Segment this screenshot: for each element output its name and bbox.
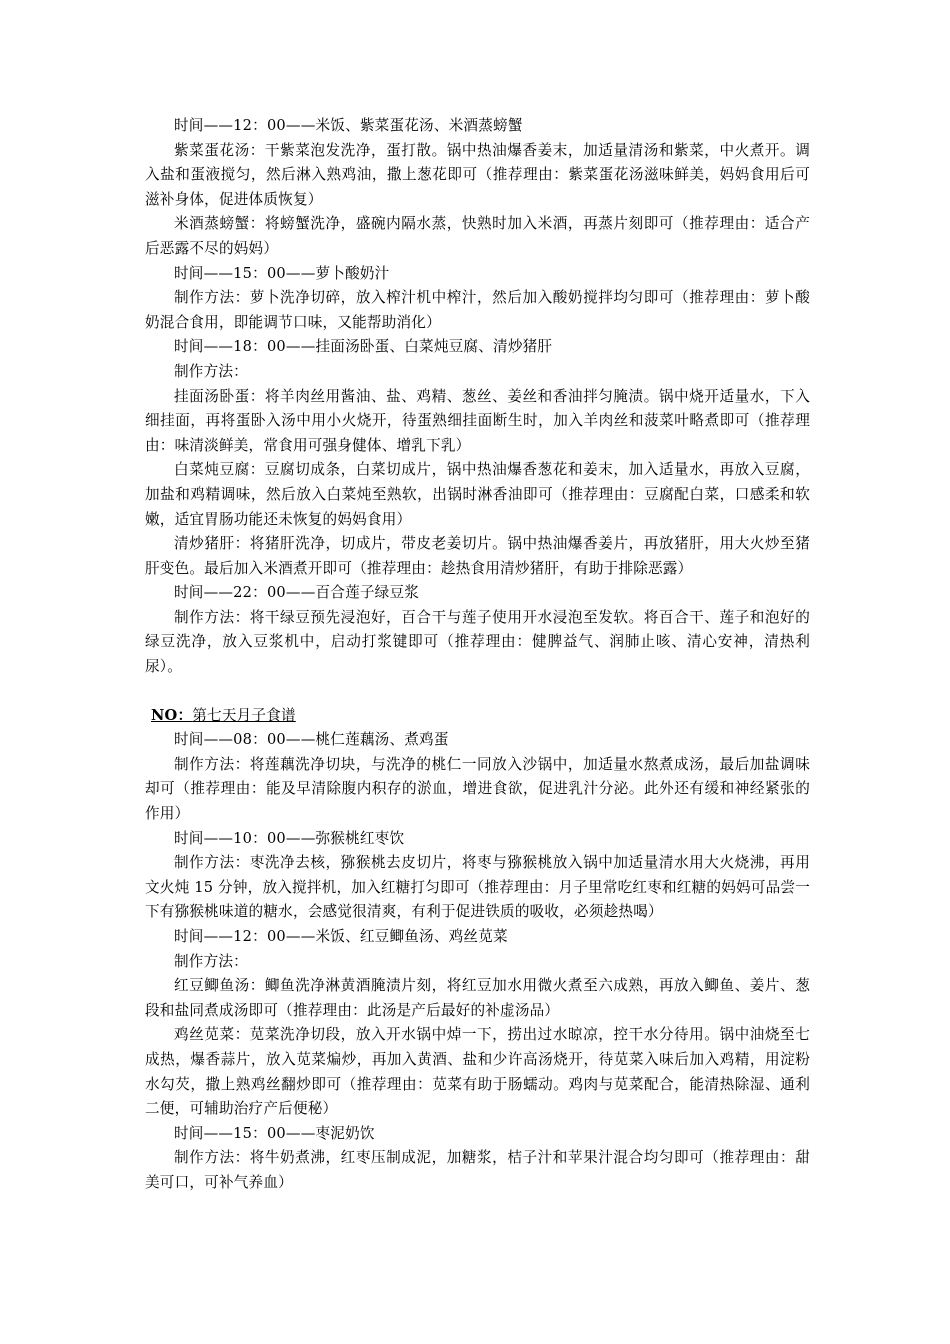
recipe-paragraph: 挂面汤卧蛋：将羊肉丝用酱油、盐、鸡精、葱丝、姜丝和香油拌匀腌渍。锅中烧开适量水，下入细挂面，再将蛋卧入汤中用小火烧开，待蛋熟细挂面断生时，加入羊肉丝和菠菜叶略煮即可（推荐理由：味清淡鲜美，常食用可强身健体、增乳下乳） [145, 387, 810, 454]
meal-time-line: 时间——08：00——桃仁莲藕汤、煮鸡蛋 [174, 731, 449, 749]
recipe-paragraph: 红豆鲫鱼汤：鲫鱼洗净淋黄酒腌渍片刻，将红豆加水用微火煮至六成熟，再放入鲫鱼、姜片、葱段和盐同煮成汤即可（推荐理由：此汤是产后最好的补虚汤品） [145, 977, 810, 1019]
method-label: 制作方法： [174, 952, 248, 970]
section-gap [145, 680, 810, 704]
recipe-paragraph: 米酒蒸螃蟹：将螃蟹洗净，盛碗内隔水蒸，快熟时加入米酒，再蒸片刻即可（推荐理由：适合产后恶露不尽的妈妈） [145, 215, 810, 257]
recipe-paragraph: 清炒猪肝：将猪肝洗净，切成片，带皮老姜切片。锅中热油爆香姜片，再放猪肝，用大火炒至猪肝变色。最后加入米酒煮开即可（推荐理由：趁热食用清炒猪肝，有助于排除恶露） [145, 535, 810, 577]
meal-time-line: 时间——15：00——枣泥奶饮 [174, 1124, 375, 1142]
method-label: 制作方法： [174, 362, 248, 380]
recipe-paragraph: 白菜炖豆腐：豆腐切成条，白菜切成片，锅中热油爆香葱花和姜末，加入适量水，再放入豆腐，加盐和鸡精调味，然后放入白菜炖至熟软，出锅时淋香油即可（推荐理由：豆腐配白菜，口感柔和软嫩，适宜胃肠功能还未恢复的妈妈食用） [145, 461, 810, 528]
meal-time-line: 时间——10：00——弥猴桃红枣饮 [174, 829, 405, 847]
meal-time-line: 时间——15：00——萝卜酸奶汁 [174, 264, 390, 282]
document-page [145, 114, 810, 1196]
recipe-paragraph: 制作方法：萝卜洗净切碎，放入榨汁机中榨汁，然后加入酸奶搅拌均匀即可（推荐理由：萝卜酸奶混合食用，即能调节口味，又能帮助消化） [145, 289, 810, 331]
recipe-paragraph: 鸡丝苋菜：苋菜洗净切段，放入开水锅中焯一下，捞出过水晾凉，控干水分待用。锅中油烧至七成热，爆香蒜片，放入苋菜煸炒，再加入黄酒、盐和少许高汤烧开，待苋菜入味后加入鸡精，用淀粉水勾芡，撒上熟鸡丝翻炒即可（推荐理由：苋菜有助于肠蠕动。鸡肉与苋菜配合，能清热除湿、通利二便，可辅助治疗产后便秘） [145, 1026, 810, 1118]
meal-time-line: 时间——12：00——米饭、红豆鲫鱼汤、鸡丝苋菜 [174, 928, 508, 945]
day-number-label: NO： [151, 706, 193, 724]
recipe-paragraph: 制作方法：将干绿豆预先浸泡好，百合干与莲子使用开水浸泡至发软。将百合干、莲子和泡好的绿豆洗净，放入豆浆机中，启动打浆键即可（推荐理由：健脾益气、润肺止咳、清心安神，清热利尿）。 [145, 608, 810, 676]
day-title: 第七天月子食谱 [192, 706, 296, 724]
day-heading [145, 704, 810, 729]
recipe-paragraph: 制作方法：枣洗净去核，猕猴桃去皮切片，将枣与猕猴桃放入锅中加适量清水用大火烧沸，再用文火炖 15 分钟，放入搅拌机，加入红糖打匀即可（推荐理由：月子里常吃红枣和红糖的妈妈可品尝一下有猕猴桃味道的糖水，会感觉很清爽，有利于促进铁质的吸收，必须趁热喝） [145, 854, 810, 921]
meal-time-line: 时间——22：00——百合莲子绿豆浆 [174, 584, 420, 602]
meal-time-line: 时间——12：00——米饭、紫菜蛋花汤、米酒蒸螃蟹 [174, 117, 523, 134]
recipe-paragraph: 制作方法：将牛奶煮沸，红枣压制成泥，加糖浆，桔子汁和苹果汁混合均匀即可（推荐理由：甜美可口，可补气养血） [145, 1149, 810, 1191]
recipe-paragraph: 紫菜蛋花汤：干紫菜泡发洗净，蛋打散。锅中热油爆香姜末，加适量清汤和紫菜，中火煮开。调入盐和蛋液搅匀，然后淋入熟鸡油，撒上葱花即可（推荐理由：紫菜蛋花汤滋味鲜美，妈妈食用后可滋补身体，促进体质恢复） [145, 141, 810, 208]
meal-time-line: 时间——18：00——挂面汤卧蛋、白菜炖豆腐、清炒猪肝 [174, 338, 553, 356]
recipe-paragraph: 制作方法：将莲藕洗净切块，与洗净的桃仁一同放入沙锅中，加适量水熬煮成汤，最后加盐调味却可（推荐理由：能及早清除腹内积存的淤血，增进食欲，促进乳汁分泌。此外还有缓和神经紧张的作用） [145, 755, 810, 823]
